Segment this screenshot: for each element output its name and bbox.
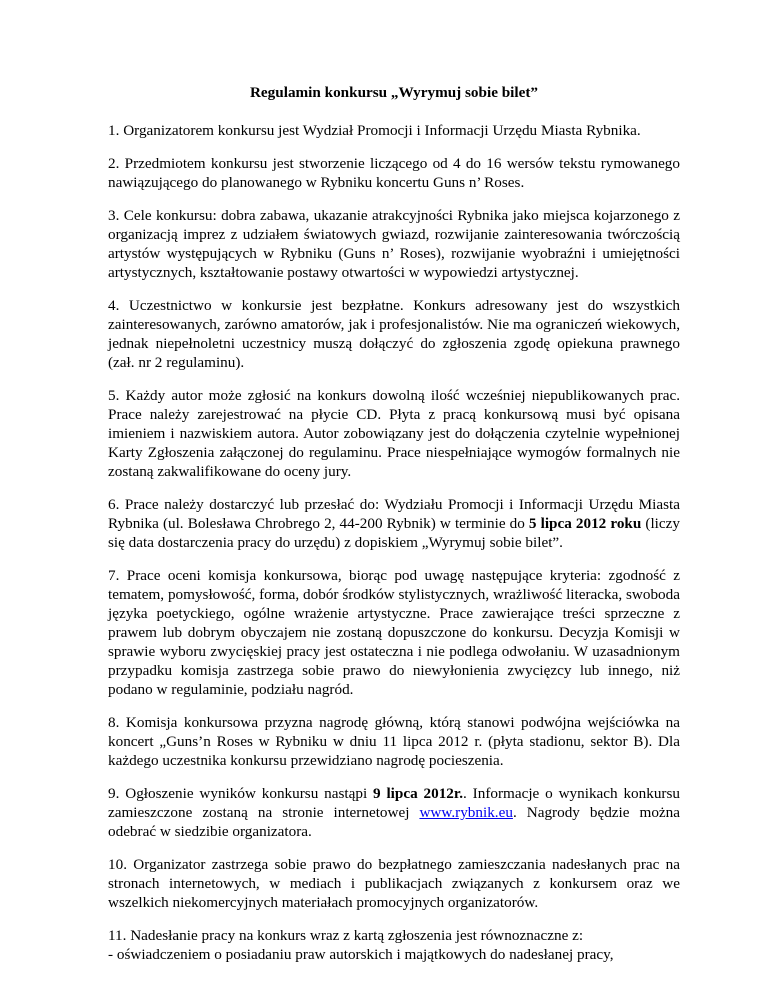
paragraph-11-line-2: - oświadczeniem o posiadaniu praw autorskich i majątkowych do nadesłanej pracy,: [108, 946, 614, 963]
paragraph-6-text: 6. Prace należy dostarczyć lub przesłać do: Wydziału Promocji i Informacji Urzędu Miasta Rybnika (ul. Bolesława Chrobrego 2, 44-200 Rybnik) w terminie do: [108, 496, 680, 532]
paragraph-3: 3. Cele konkursu: dobra zabawa, ukazanie atrakcyjności Rybnika jako miejsca kojarzonego z organizacją imprez z udziałem światowych gwiazd, rozwijanie zainteresowania twórczością artystów występujących w Rybniku (Guns n’ Roses), rozwijanie wyobraźni i umiejętności artystycznych, kształtowanie postawy otwartości w wypowiedzi artystycznej.: [108, 207, 680, 281]
paragraph-7: 7. Prace oceni komisja konkursowa, biorąc pod uwagę następujące kryteria: zgodność z tematem, pomysłowość, forma, dobór środków stylistycznych, wrażliwość literacka, swoboda języka poetyckiego, ogólne wrażenie artystyczne. Prace zawierające treści sprzeczne z prawem lub dobrym obyczajem nie zostaną dopuszczone do konkursu. Decyzja Komisji w sprawie wyboru zwycięskiej pracy jest ostateczna i nie podlega odwołaniu. W uzasadnionym przypadku komisja zastrzega sobie prawo do niewyłonienia zwycięzcy lub innego, niż podano w regulaminie, podziału nagród.: [108, 567, 680, 698]
paragraph-9: [108, 784, 680, 841]
paragraph-6-text-end: (liczy się data dostarczenia pracy do urzędu) z dopiskiem „Wyrymuj sobie bilet”.: [108, 515, 680, 551]
document-title: Regulamin konkursu „Wyrymuj sobie bilet”: [249, 84, 539, 101]
paragraph-11: [108, 926, 680, 964]
paragraph-10: 10. Organizator zastrzega sobie prawo do bezpłatnego zamieszczania nadesłanych prac na stronach internetowych, w mediach i publikacjach związanych z konkursem oraz we wszelkich niekomercyjnych materiałach promocyjnych organizatorów.: [108, 856, 680, 911]
paragraph-9-text-end: . Nagrody będzie można odebrać w siedzibie organizatora.: [108, 804, 680, 840]
paragraph-2: 2. Przedmiotem konkursu jest stworzenie liczącego od 4 do 16 wersów tekstu rymowanego nawiązującego do planowanego w Rybniku koncertu Guns n’ Roses.: [108, 155, 680, 191]
paragraph-5: 5. Każdy autor może zgłosić na konkurs dowolną ilość wcześniej niepublikowanych prac. Prace należy zarejestrować na płycie CD. Płyta z pracą konkursową musi być opisana imieniem i nazwiskiem autora. Autor zobowiązany jest do dołączenia czytelnie wypełnionej Karty Zgłoszenia załączonej do regulaminu. Prace niespełniające wymogów formalnych nie zostaną zakwalifikowane do oceny jury.: [108, 387, 680, 480]
paragraph-9-text-middle: . Informacje o wynikach konkursu zamieszczone zostaną na stronie internetowej: [108, 785, 680, 821]
paragraph-8: 8. Komisja konkursowa przyzna nagrodę główną, którą stanowi podwójna wejściówka na koncert „Guns’n Roses w Rybniku w dniu 11 lipca 2012 r. (płyta stadionu, sektor B). Dla każdego uczestnika konkursu przewidziano nagrodę pocieszenia.: [108, 714, 680, 769]
paragraph-6: [108, 495, 680, 552]
paragraph-1: 1. Organizatorem konkursu jest Wydział Promocji i Informacji Urzędu Miasta Rybnika.: [108, 122, 641, 139]
rybnik-website-link[interactable]: www.rybnik.eu: [419, 804, 513, 821]
results-date: 9 lipca 2012r.: [373, 785, 464, 802]
paragraph-9-text: 9. Ogłoszenie wyników konkursu nastąpi: [108, 785, 374, 802]
deadline-date: 5 lipca 2012 roku: [528, 515, 642, 532]
paragraph-11-line-1: 11. Nadesłanie pracy na konkurs wraz z kartą zgłoszenia jest równoznaczne z:: [108, 927, 584, 944]
paragraph-4: 4. Uczestnictwo w konkursie jest bezpłatne. Konkurs adresowany jest do wszystkich zainteresowanych, zarówno amatorów, jak i profesjonalistów. Nie ma ograniczeń wiekowych, jednak niepełnoletni uczestnicy muszą dołączyć do zgłoszenia zgodę opiekuna prawnego (zał. nr 2 regulaminu).: [108, 297, 680, 371]
